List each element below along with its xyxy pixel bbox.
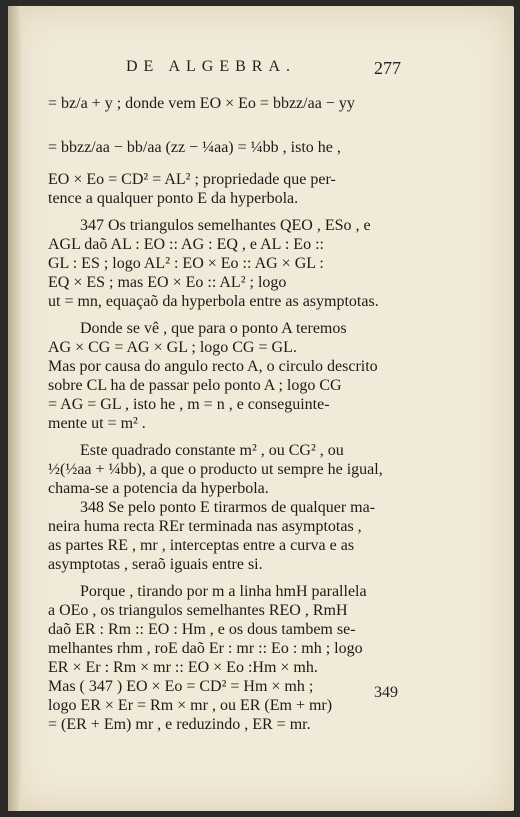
text-line: a OEo , os triangulos semelhantes REO , RmH <box>48 602 348 619</box>
text-line: AG × CG = AG × GL ; logo CG = GL. <box>48 339 297 356</box>
text-line: = bbzz/aa − bb/aa (zz − ¼aa) = ¼bb , isto he , <box>48 139 341 156</box>
text-line: AGL daõ AL : EO :: AG : EQ , e AL : Eo :: <box>48 236 324 253</box>
text-line: 347 Os triangulos semelhantes QEO , ESo , e <box>80 217 371 234</box>
text-line: Porque , tirando por m a linha hmH parallela <box>80 583 367 600</box>
page-number: 277 <box>374 58 401 78</box>
text-line: daõ ER : Rm :: EO : Hm , e os dous tambem se- <box>48 621 356 638</box>
running-title: DE ALGEBRA. <box>126 58 296 75</box>
text-line: logo ER × Er = Rm × mr , ou ER (Em + mr) <box>48 697 333 714</box>
text-line: EQ × ES ; mas EO × Eo :: AL² ; logo <box>48 274 287 291</box>
text-line: neira huma recta REr terminada nas asymptotas , <box>48 518 362 535</box>
text-line: 348 Se pelo ponto E tirarmos de qualquer ma- <box>80 499 376 516</box>
text-line: Mas por causa do angulo recto A, o circulo descrito <box>48 358 378 375</box>
text-line: = AG = GL , isto he , m = n , e conseguinte- <box>48 396 330 413</box>
catchword: 349 <box>374 684 398 701</box>
text-line: as partes RE , mr , interceptas entre a curva e as <box>48 537 355 554</box>
text-line: asymptotas , seraõ iguais entre si. <box>48 556 263 573</box>
text-line: mente ut = m² . <box>48 415 146 432</box>
text-line: sobre CL ha de passar pelo ponto A ; logo CG <box>48 377 342 394</box>
text-line: Este quadrado constante m² , ou CG² , ou <box>80 442 344 459</box>
text-line: Mas ( 347 ) EO × Eo = CD² = Hm × mh ; <box>48 678 314 695</box>
body-text <box>48 82 474 734</box>
text-line: EO × Eo = CD² = AL² ; propriedade que per- <box>48 171 336 188</box>
text-line: ER × Er : Rm × mr :: EO × Eo :Hm × mh. <box>48 659 318 676</box>
text-line: Donde se vê , que para o ponto A teremos <box>80 320 347 337</box>
text-line: ut = mn, equaçaõ da hyperbola entre as asymptotas. <box>48 293 379 310</box>
page-gutter <box>8 6 22 811</box>
text-line: = bz/a + y ; donde vem EO × Eo = bbzz/aa − yy <box>48 95 355 112</box>
text-line: melhantes rhm , roE daõ Er : mr :: Eo : mh ; logo <box>48 640 363 657</box>
text-line: chama-se a potencia da hyperbola. <box>48 480 269 497</box>
text-line: = (ER + Em) mr , e reduzindo , ER = mr. <box>48 716 311 733</box>
text-line: tence a qualquer ponto E da hyperbola. <box>48 190 299 207</box>
text-line: ½(½aa + ¼bb), a que o producto ut sempre he igual, <box>48 461 383 478</box>
text-line: GL : ES ; logo AL² : EO × Eo :: AG × GL : <box>48 255 324 272</box>
book-page <box>8 6 514 811</box>
